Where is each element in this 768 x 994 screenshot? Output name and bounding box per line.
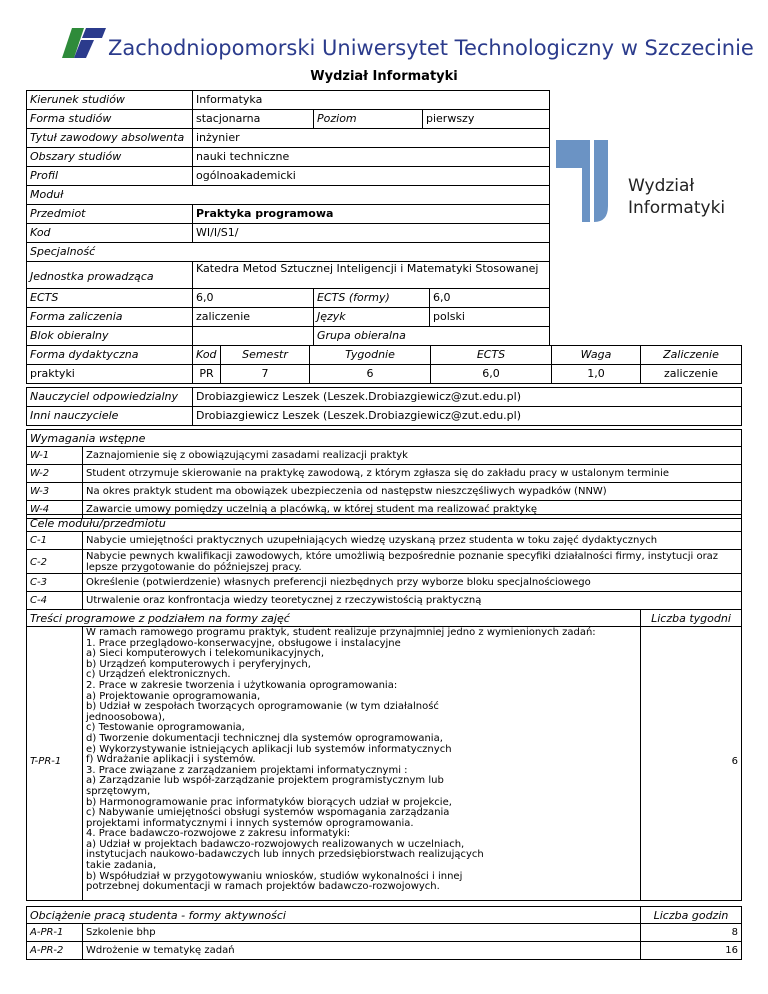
content-weeks-header: Liczba tygodni bbox=[640, 609, 742, 627]
zaliczenie-value: zaliczenie bbox=[192, 307, 314, 327]
content-line: a) Sieci komputerowych i telekomunikacyjnych, bbox=[86, 648, 325, 660]
poziom-label: Poziom bbox=[313, 109, 423, 129]
forma-value: stacjonarna bbox=[192, 109, 314, 129]
obszary-value: nauki techniczne bbox=[192, 147, 550, 167]
ects-value: 6,0 bbox=[192, 288, 314, 308]
requirements-title: Wymagania wstępne bbox=[26, 429, 742, 447]
content-line: c) Urządzeń elektronicznych. bbox=[86, 669, 231, 681]
kod-label: Kod bbox=[26, 223, 193, 243]
forms-header-semestr: Semestr bbox=[220, 345, 310, 365]
requirement-text: Student otrzymuje skierowanie na praktykę zawodową, z którym zgłasza się do zakładu pracy w ustalonym terminie bbox=[82, 464, 742, 483]
requirement-code: W-3 bbox=[26, 482, 83, 501]
requirement-text: Zaznajomienie się z obowiązującymi zasadami realizacji praktyk bbox=[82, 446, 742, 465]
requirement-text: Na okres praktyk student ma obowiązek ubezpieczenia od następstw nieszczęśliwych wypadków (NNW) bbox=[82, 482, 742, 501]
jezyk-value: polski bbox=[429, 307, 550, 327]
content-line: a) Zarządzanie lub współ-zarządzanie projektem programistycznym lub bbox=[86, 775, 444, 787]
university-name: Zachodniopomorski Uniwersytet Technologiczny w Szczecinie bbox=[108, 36, 754, 60]
content-line: takie zadania, bbox=[86, 860, 157, 872]
goal-code: C-1 bbox=[26, 531, 83, 550]
content-line: potrzebnej dokumentacji w ramach projektów badawczo-rozwojowych. bbox=[86, 881, 440, 893]
forms-row-kod: PR bbox=[192, 364, 221, 384]
forms-header-waga: Waga bbox=[551, 345, 641, 365]
grupa-label: Grupa obieralna bbox=[313, 326, 550, 346]
workload-code: A-PR-1 bbox=[26, 923, 83, 942]
workload-text: Szkolenie bhp bbox=[82, 923, 641, 942]
faculty-logo bbox=[556, 140, 626, 225]
content-line: c) Nabywanie umiejętności obsługi systemów wspomagania zarządzania bbox=[86, 807, 450, 819]
faculty-logo-line2: Informatyki bbox=[628, 198, 726, 218]
workload-title: Obciążenie pracą studenta - formy aktywności bbox=[26, 906, 641, 924]
goal-code: C-2 bbox=[26, 549, 83, 574]
goal-text: Nabycie umiejętności praktycznych uzupełniających wiedzę uzyskaną przez studenta w toku zajęć dydaktycznych bbox=[82, 531, 742, 550]
przedmiot-value: Praktyka programowa bbox=[192, 204, 550, 224]
content-title: Treści programowe z podziałem na formy zajęć bbox=[26, 609, 641, 627]
modul-label: Moduł bbox=[26, 185, 550, 205]
content-line: c) Testowanie oprogramowania, bbox=[86, 722, 245, 734]
content-code: T-PR-1 bbox=[26, 626, 83, 901]
tytul-value: inżynier bbox=[192, 128, 550, 148]
content-line: 3. Prace związane z zarządzaniem projektami informatycznymi : bbox=[86, 764, 408, 776]
forma-label: Forma studiów bbox=[26, 109, 193, 129]
jednostka-value: Katedra Metod Sztucznej Inteligencji i Matematyki Stosowanej bbox=[192, 261, 550, 289]
requirement-code: W-2 bbox=[26, 464, 83, 483]
content-line: instytucjach naukowo-badawczych lub innych przedsiębiorstwach realizujących bbox=[86, 849, 484, 861]
content-line: 1. Prace przeglądowo-konserwacyjne, obsługowe i instalacyjne bbox=[86, 637, 401, 649]
workload-hours: 8 bbox=[640, 923, 742, 942]
forms-row-zaliczenie: zaliczenie bbox=[640, 364, 742, 384]
faculty-logo-text bbox=[628, 175, 725, 219]
forms-header-kod: Kod bbox=[192, 345, 221, 365]
przedmiot-label: Przedmiot bbox=[26, 204, 193, 224]
content-line: sprzętowym, bbox=[86, 785, 151, 797]
content-line: b) Współudział w przygotowywaniu wniosków, studiów wykonalności i innej bbox=[86, 870, 463, 882]
goal-text: Utrwalenie oraz konfrontacja wiedzy teoretycznej z rzeczywistością praktyczną bbox=[82, 591, 742, 610]
ects-formy-value: 6,0 bbox=[429, 288, 550, 308]
teacher-responsible-label: Nauczyciel odpowiedzialny bbox=[26, 387, 193, 407]
ects-formy-label: ECTS (formy) bbox=[313, 288, 430, 308]
requirement-code: W-1 bbox=[26, 446, 83, 465]
forms-row-semestr: 7 bbox=[220, 364, 310, 384]
forms-header-tygodnie: Tygodnie bbox=[309, 345, 431, 365]
goal-text: Określenie (potwierdzenie) własnych preferencji niezbędnych przy wyborze bloku specjalnościowego bbox=[82, 573, 742, 592]
requirement-text: Zawarcie umowy pomiędzy uczelnią a placówką, w której student ma realizować praktykę bbox=[82, 500, 742, 519]
goal-code: C-4 bbox=[26, 591, 83, 610]
jednostka-label: Jednostka prowadząca bbox=[26, 261, 193, 289]
content-lines bbox=[82, 626, 641, 901]
kierunek-label: Kierunek studiów bbox=[26, 90, 193, 110]
specjalnosc-label: Specjalność bbox=[26, 242, 550, 262]
forms-row-forma: praktyki bbox=[26, 364, 193, 384]
content-line: 4. Prace badawczo-rozwojowe z zakresu informatyki: bbox=[86, 828, 351, 840]
content-weeks: 6 bbox=[640, 626, 742, 901]
goals-title: Cele modułu/przedmiotu bbox=[26, 514, 742, 532]
kod-value: WI/I/S1/ bbox=[192, 223, 550, 243]
goal-code: C-3 bbox=[26, 573, 83, 592]
workload-text: Wdrożenie w tematykę zadań bbox=[82, 941, 641, 960]
forms-header-ects: ECTS bbox=[430, 345, 552, 365]
content-line: b) Harmonogramowanie prac informatyków biorących udział w projekcie, bbox=[86, 796, 452, 808]
ects-label: ECTS bbox=[26, 288, 193, 308]
content-line: a) Projektowanie oprogramowania, bbox=[86, 690, 261, 702]
content-line: projektami informatycznymi i innych systemów oprogramowania. bbox=[86, 817, 414, 829]
faculty-logo-line1: Wydział bbox=[628, 176, 695, 196]
kierunek-value: Informatyka bbox=[192, 90, 550, 110]
content-line: 2. Prace w zakresie tworzenia i użytkowania oprogramowania: bbox=[86, 679, 398, 691]
content-line: f) Wdrażanie aplikacji i systemów. bbox=[86, 754, 256, 766]
content-line: jednoosobowa), bbox=[86, 711, 166, 723]
content-line: d) Tworzenie dokumentacji technicznej dla systemów oprogramowania, bbox=[86, 732, 443, 744]
forms-row-ects: 6,0 bbox=[430, 364, 552, 384]
blok-value bbox=[192, 326, 314, 346]
content-line: e) Wykorzystywanie istniejących aplikacji lub systemów informatycznych bbox=[86, 743, 452, 755]
content-line: b) Urządzeń komputerowych i peryferyjnych, bbox=[86, 658, 311, 670]
content-line: W ramach ramowego programu praktyk, student realizuje przynajmniej jedno z wymienionych zadań: bbox=[86, 627, 596, 638]
content-line: b) Udział w zespołach tworzących oprogramowanie (w tym działalność bbox=[86, 701, 439, 713]
zaliczenie-label: Forma zaliczenia bbox=[26, 307, 193, 327]
obszary-label: Obszary studiów bbox=[26, 147, 193, 167]
tytul-label: Tytuł zawodowy absolwenta bbox=[26, 128, 193, 148]
forms-header-zaliczenie: Zaliczenie bbox=[640, 345, 742, 365]
teacher-other-value: Drobiazgiewicz Leszek (Leszek.Drobiazgiewicz@zut.edu.pl) bbox=[192, 406, 742, 426]
jezyk-label: Język bbox=[313, 307, 430, 327]
content-line: a) Udział w projektach badawczo-rozwojowych realizowanych w uczelniach, bbox=[86, 838, 465, 850]
workload-code: A-PR-2 bbox=[26, 941, 83, 960]
goal-text: Nabycie pewnych kwalifikacji zawodowych, które umożliwią bezpośrednie poznanie specyfiki działalności firmy, instytucji oraz lepsze przygotowanie do późniejszej pracy. bbox=[82, 549, 742, 574]
forms-header-forma: Forma dydaktyczna bbox=[26, 345, 193, 365]
profil-value: ogólnoakademicki bbox=[192, 166, 550, 186]
workload-hours: 16 bbox=[640, 941, 742, 960]
university-logo bbox=[62, 28, 106, 61]
profil-label: Profil bbox=[26, 166, 193, 186]
requirement-code: W-4 bbox=[26, 500, 83, 519]
faculty-title: Wydział Informatyki bbox=[310, 69, 458, 84]
forms-row-waga: 1,0 bbox=[551, 364, 641, 384]
blok-label: Blok obieralny bbox=[26, 326, 193, 346]
teacher-other-label: Inni nauczyciele bbox=[26, 406, 193, 426]
forms-row-tygodnie: 6 bbox=[309, 364, 431, 384]
teacher-responsible-value: Drobiazgiewicz Leszek (Leszek.Drobiazgiewicz@zut.edu.pl) bbox=[192, 387, 742, 407]
workload-hours-header: Liczba godzin bbox=[640, 906, 742, 924]
poziom-value: pierwszy bbox=[422, 109, 550, 129]
